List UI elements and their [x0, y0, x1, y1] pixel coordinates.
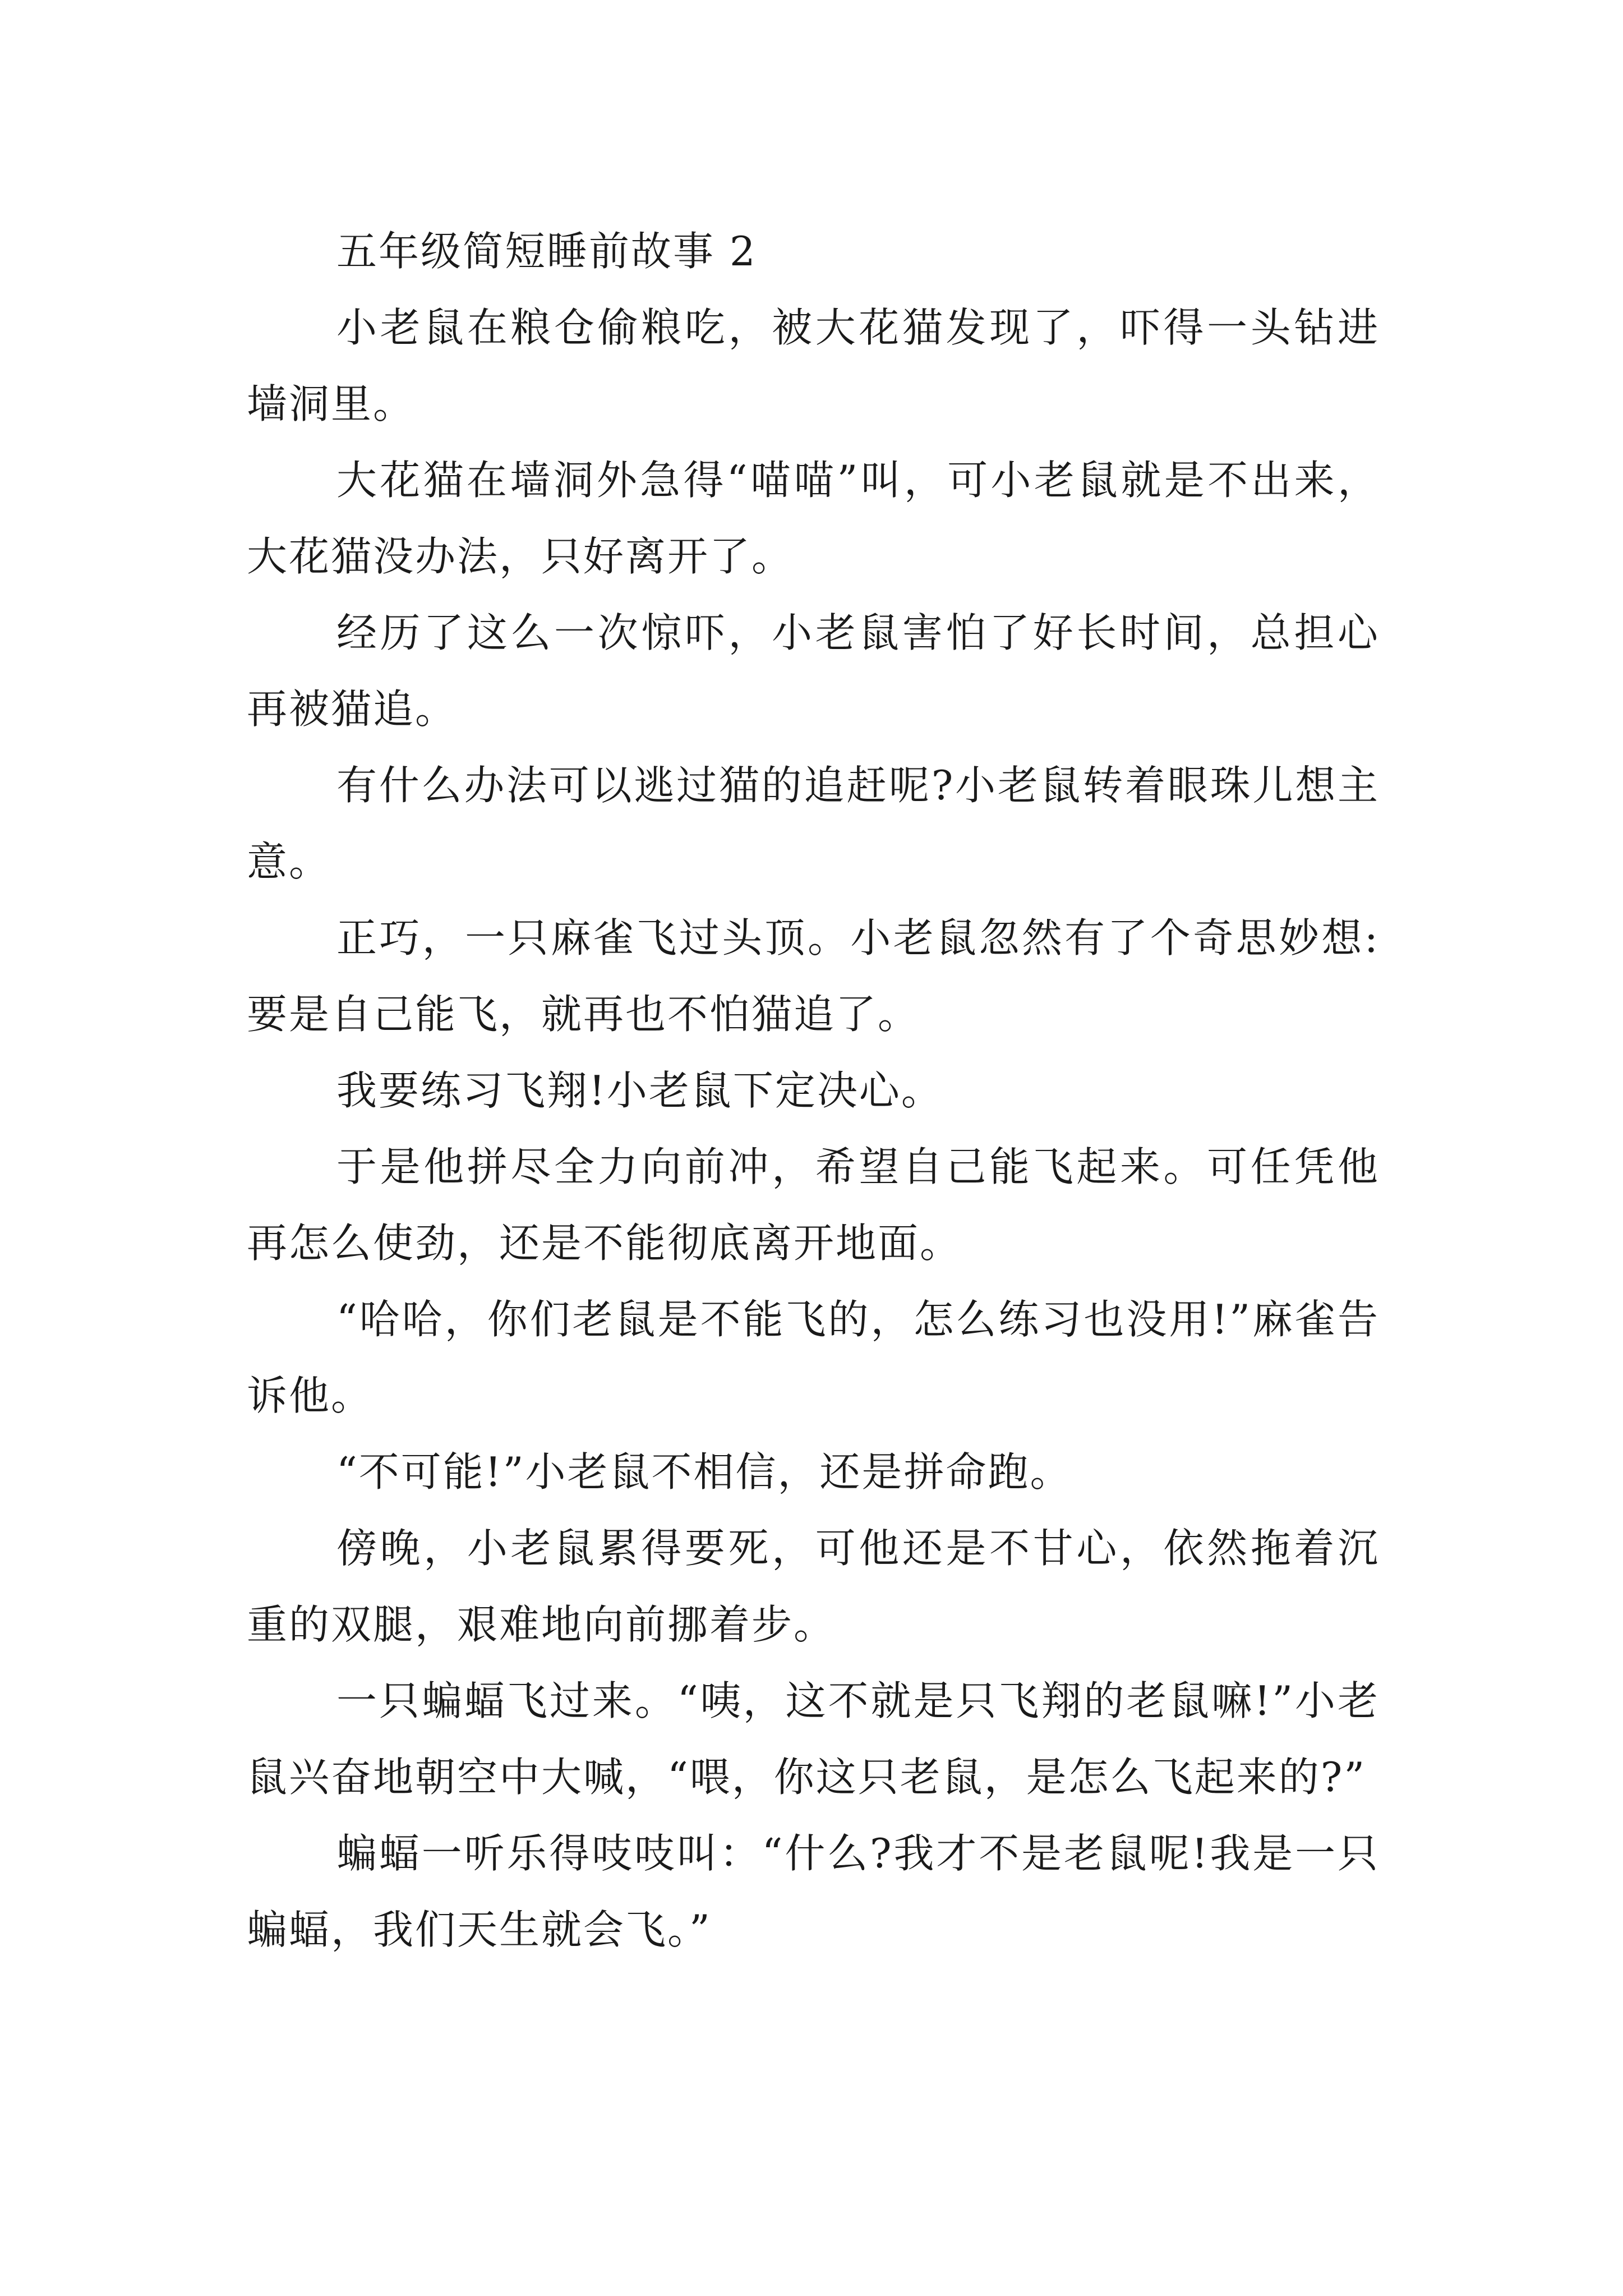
paragraph-4: 有什么办法可以逃过猫的追赶呢?小老鼠转着眼珠儿想主意。 [247, 762, 1380, 885]
paragraph-9: “不可能!”小老鼠不相信，还是拼命跑。 [336, 1448, 1072, 1496]
paragraph-6: 我要练习飞翔!小老鼠下定决心。 [336, 1067, 943, 1114]
paragraph-11: 一只蝙蝠飞过来。“咦，这不就是只飞翔的老鼠嘛!”小老鼠兴奋地朝空中大喊，“喂，你这只老鼠，是怎么飞起来的?” [247, 1677, 1380, 1801]
paragraph-1: 小老鼠在粮仓偷粮吃，被大花猫发现了，吓得一头钻进墙洞里。 [247, 304, 1380, 427]
document-page [247, 213, 1380, 1968]
paragraph-5: 正巧，一只麻雀飞过头顶。小老鼠忽然有了个奇思妙想:要是自己能飞，就再也不怕猫追了。 [247, 914, 1380, 1038]
paragraph-2: 大花猫在墙洞外急得“喵喵”叫，可小老鼠就是不出来，大花猫没办法，只好离开了。 [247, 457, 1380, 580]
paragraph-3: 经历了这么一次惊吓，小老鼠害怕了好长时间，总担心再被猫追。 [247, 609, 1380, 733]
paragraph-8: “哈哈，你们老鼠是不能飞的，怎么练习也没用!”麻雀告诉他。 [247, 1296, 1380, 1419]
paragraph-7: 于是他拼尽全力向前冲，希望自己能飞起来。可任凭他再怎么使劲，还是不能彻底离开地面。 [247, 1143, 1380, 1267]
story-title: 五年级简短睡前故事 2 [336, 228, 757, 275]
paragraph-12: 蝙蝠一听乐得吱吱叫：“什么?我才不是老鼠呢!我是一只蝙蝠，我们天生就会飞。” [247, 1830, 1380, 1953]
paragraph-10: 傍晚，小老鼠累得要死，可他还是不甘心，依然拖着沉重的双腿，艰难地向前挪着步。 [247, 1525, 1380, 1648]
